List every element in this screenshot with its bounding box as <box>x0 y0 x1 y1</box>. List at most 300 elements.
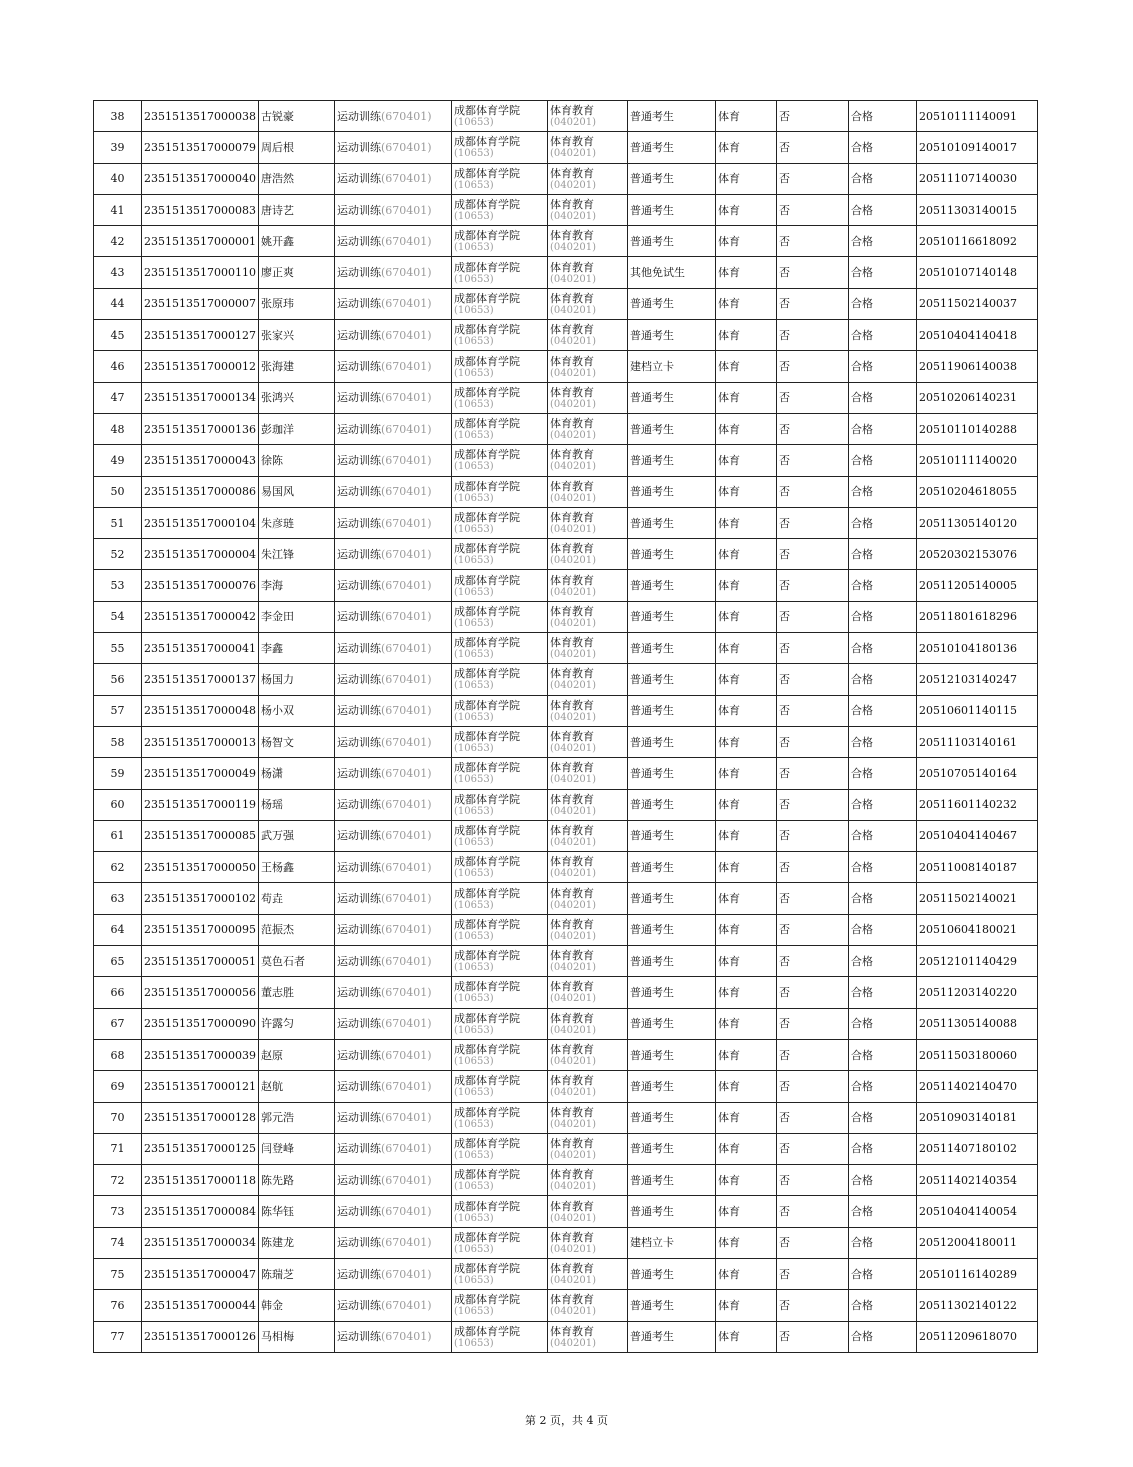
school-cell <box>452 883 548 914</box>
exam-id: 2351513517000038 <box>142 101 259 132</box>
target-major-name: 体育教育 <box>550 667 594 681</box>
target-cell <box>548 507 628 538</box>
target-major-code: (040201) <box>550 899 596 911</box>
flag: 否 <box>777 758 849 789</box>
major-code: (670401) <box>381 860 432 874</box>
exam-type: 普通考生 <box>628 1258 716 1289</box>
major-cell <box>335 320 452 351</box>
target-major-code: (040201) <box>550 148 596 160</box>
table-row <box>94 1196 1038 1227</box>
cert-number: 20511305140088 <box>917 1008 1038 1039</box>
target-major-name: 体育教育 <box>550 1105 594 1119</box>
cert-number: 20511601140232 <box>917 789 1038 820</box>
result: 合格 <box>849 601 917 632</box>
major-cell <box>335 1321 452 1352</box>
school-name: 成都体育学院 <box>454 198 520 212</box>
major-code: (670401) <box>381 610 432 624</box>
target-cell <box>548 789 628 820</box>
exam-type: 建档立卡 <box>628 351 716 382</box>
exam-id: 2351513517000121 <box>142 1071 259 1102</box>
major-name: 运动训练 <box>337 672 381 686</box>
major-code: (670401) <box>381 1142 432 1156</box>
student-name: 张家兴 <box>259 320 335 351</box>
target-cell <box>548 226 628 257</box>
result: 合格 <box>849 163 917 194</box>
target-major-name: 体育教育 <box>550 135 594 149</box>
school-cell <box>452 664 548 695</box>
exam-type: 普通考生 <box>628 1290 716 1321</box>
school-cell <box>452 132 548 163</box>
major-name: 运动训练 <box>337 391 381 405</box>
exam-type: 普通考生 <box>628 758 716 789</box>
result: 合格 <box>849 633 917 664</box>
school-code: (10653) <box>454 1149 494 1161</box>
exam-id: 2351513517000127 <box>142 320 259 351</box>
table-row <box>94 946 1038 977</box>
student-table <box>93 100 1038 1353</box>
category: 体育 <box>716 1165 777 1196</box>
major-cell <box>335 288 452 319</box>
school-name: 成都体育学院 <box>454 1011 520 1025</box>
category: 体育 <box>716 789 777 820</box>
exam-id: 2351513517000042 <box>142 601 259 632</box>
table-row <box>94 163 1038 194</box>
target-major-name: 体育教育 <box>550 730 594 744</box>
school-code: (10653) <box>454 680 494 692</box>
school-cell <box>452 914 548 945</box>
result: 合格 <box>849 977 917 1008</box>
target-major-name: 体育教育 <box>550 823 594 837</box>
target-major-code: (040201) <box>550 743 596 755</box>
school-name: 成都体育学院 <box>454 354 520 368</box>
flag: 否 <box>777 507 849 538</box>
target-cell <box>548 820 628 851</box>
student-name: 姚开鑫 <box>259 226 335 257</box>
exam-type: 普通考生 <box>628 1321 716 1352</box>
cert-number: 20510111140020 <box>917 445 1038 476</box>
target-major-name: 体育教育 <box>550 1199 594 1213</box>
table-row <box>94 320 1038 351</box>
major-name: 运动训练 <box>337 266 381 280</box>
target-major-code: (040201) <box>550 680 596 692</box>
school-name: 成都体育学院 <box>454 1199 520 1213</box>
exam-type: 普通考生 <box>628 413 716 444</box>
flag: 否 <box>777 351 849 382</box>
target-major-code: (040201) <box>550 617 596 629</box>
major-code: (670401) <box>381 547 432 561</box>
exam-type: 普通考生 <box>628 288 716 319</box>
result: 合格 <box>849 1321 917 1352</box>
result: 合格 <box>849 820 917 851</box>
major-cell <box>335 476 452 507</box>
school-cell <box>452 820 548 851</box>
target-major-name: 体育教育 <box>550 354 594 368</box>
major-code: (670401) <box>381 1267 432 1281</box>
flag: 否 <box>777 288 849 319</box>
result: 合格 <box>849 1290 917 1321</box>
exam-type: 普通考生 <box>628 194 716 225</box>
target-major-name: 体育教育 <box>550 229 594 243</box>
exam-id: 2351513517000040 <box>142 163 259 194</box>
target-major-code: (040201) <box>550 1212 596 1224</box>
school-code: (10653) <box>454 1243 494 1255</box>
student-name: 廖正爽 <box>259 257 335 288</box>
student-name: 武万强 <box>259 820 335 851</box>
school-name: 成都体育学院 <box>454 1136 520 1150</box>
major-cell <box>335 1290 452 1321</box>
table-row <box>94 601 1038 632</box>
result: 合格 <box>849 1258 917 1289</box>
school-code: (10653) <box>454 805 494 817</box>
exam-id: 2351513517000047 <box>142 1258 259 1289</box>
row-number: 52 <box>94 539 142 570</box>
major-name: 运动训练 <box>337 829 381 843</box>
table-row <box>94 977 1038 1008</box>
flag: 否 <box>777 1165 849 1196</box>
exam-id: 2351513517000128 <box>142 1102 259 1133</box>
school-cell <box>452 507 548 538</box>
flag: 否 <box>777 257 849 288</box>
student-name: 郭元浩 <box>259 1102 335 1133</box>
exam-id: 2351513517000013 <box>142 726 259 757</box>
school-name: 成都体育学院 <box>454 323 520 337</box>
table-row <box>94 1071 1038 1102</box>
table-row <box>94 445 1038 476</box>
exam-type: 普通考生 <box>628 1165 716 1196</box>
target-major-name: 体育教育 <box>550 448 594 462</box>
target-major-code: (040201) <box>550 711 596 723</box>
school-code: (10653) <box>454 1024 494 1036</box>
exam-type: 普通考生 <box>628 320 716 351</box>
major-code: (670401) <box>381 328 432 342</box>
school-cell <box>452 194 548 225</box>
exam-type: 普通考生 <box>628 977 716 1008</box>
target-major-code: (040201) <box>550 1181 596 1193</box>
major-name: 运动训练 <box>337 1236 381 1250</box>
student-name: 闫登峰 <box>259 1133 335 1164</box>
cert-number: 20511302140122 <box>917 1290 1038 1321</box>
category: 体育 <box>716 101 777 132</box>
target-major-name: 体育教育 <box>550 1011 594 1025</box>
target-major-code: (040201) <box>550 117 596 129</box>
school-cell <box>452 1071 548 1102</box>
target-major-name: 体育教育 <box>550 980 594 994</box>
major-cell <box>335 1039 452 1070</box>
major-name: 运动训练 <box>337 1079 381 1093</box>
major-name: 运动训练 <box>337 1330 381 1344</box>
table-row <box>94 1165 1038 1196</box>
student-name: 杨潇 <box>259 758 335 789</box>
school-code: (10653) <box>454 774 494 786</box>
exam-type: 普通考生 <box>628 1039 716 1070</box>
major-cell <box>335 601 452 632</box>
exam-id: 2351513517000119 <box>142 789 259 820</box>
target-cell <box>548 695 628 726</box>
flag: 否 <box>777 1133 849 1164</box>
flag: 否 <box>777 633 849 664</box>
target-cell <box>548 132 628 163</box>
row-number: 42 <box>94 226 142 257</box>
school-code: (10653) <box>454 993 494 1005</box>
school-cell <box>452 570 548 601</box>
target-major-code: (040201) <box>550 1087 596 1099</box>
table-row <box>94 664 1038 695</box>
student-name: 易国风 <box>259 476 335 507</box>
row-number: 55 <box>94 633 142 664</box>
major-code: (670401) <box>381 829 432 843</box>
major-cell <box>335 664 452 695</box>
row-number: 40 <box>94 163 142 194</box>
target-major-code: (040201) <box>550 273 596 285</box>
target-cell <box>548 257 628 288</box>
row-number: 58 <box>94 726 142 757</box>
result: 合格 <box>849 101 917 132</box>
school-cell <box>452 1290 548 1321</box>
major-name: 运动训练 <box>337 766 381 780</box>
major-code: (670401) <box>381 297 432 311</box>
target-cell <box>548 539 628 570</box>
cert-number: 20510109140017 <box>917 132 1038 163</box>
student-name: 杨小双 <box>259 695 335 726</box>
target-major-code: (040201) <box>550 774 596 786</box>
major-code: (670401) <box>381 1236 432 1250</box>
major-code: (670401) <box>381 985 432 999</box>
student-name: 张鸿兴 <box>259 382 335 413</box>
school-code: (10653) <box>454 524 494 535</box>
exam-id: 2351513517000041 <box>142 633 259 664</box>
table-row <box>94 413 1038 444</box>
category: 体育 <box>716 476 777 507</box>
category: 体育 <box>716 664 777 695</box>
major-name: 运动训练 <box>337 203 381 217</box>
school-code: (10653) <box>454 179 494 191</box>
flag: 否 <box>777 445 849 476</box>
exam-id: 2351513517000126 <box>142 1321 259 1352</box>
target-cell <box>548 664 628 695</box>
row-number: 73 <box>94 1196 142 1227</box>
target-major-code: (040201) <box>550 930 596 942</box>
cert-number: 20511107140030 <box>917 163 1038 194</box>
row-number: 70 <box>94 1102 142 1133</box>
result: 合格 <box>849 507 917 538</box>
major-code: (670401) <box>381 735 432 749</box>
major-cell <box>335 226 452 257</box>
school-name: 成都体育学院 <box>454 385 520 399</box>
cert-number: 20510404140418 <box>917 320 1038 351</box>
major-name: 运动训练 <box>337 1111 381 1125</box>
flag: 否 <box>777 883 849 914</box>
school-code: (10653) <box>454 304 494 316</box>
exam-id: 2351513517000090 <box>142 1008 259 1039</box>
row-number: 72 <box>94 1165 142 1196</box>
category: 体育 <box>716 226 777 257</box>
major-name: 运动训练 <box>337 1267 381 1281</box>
table-row <box>94 633 1038 664</box>
student-name: 唐诗艺 <box>259 194 335 225</box>
school-code: (10653) <box>454 1275 494 1287</box>
target-major-name: 体育教育 <box>550 323 594 337</box>
major-name: 运动训练 <box>337 485 381 499</box>
exam-type: 普通考生 <box>628 601 716 632</box>
student-name: 杨智文 <box>259 726 335 757</box>
target-major-code: (040201) <box>550 1149 596 1161</box>
major-cell <box>335 633 452 664</box>
major-name: 运动训练 <box>337 360 381 374</box>
school-cell <box>452 288 548 319</box>
row-number: 56 <box>94 664 142 695</box>
major-cell <box>335 163 452 194</box>
school-code: (10653) <box>454 649 494 661</box>
major-cell <box>335 194 452 225</box>
major-code: (670401) <box>381 704 432 718</box>
table-row <box>94 1290 1038 1321</box>
target-major-name: 体育教育 <box>550 1043 594 1057</box>
cert-number: 20510204618055 <box>917 476 1038 507</box>
target-major-name: 体育教育 <box>550 1074 594 1088</box>
major-cell <box>335 883 452 914</box>
target-major-name: 体育教育 <box>550 166 594 180</box>
major-code: (670401) <box>381 1330 432 1344</box>
row-number: 63 <box>94 883 142 914</box>
exam-type: 普通考生 <box>628 664 716 695</box>
major-name: 运动训练 <box>337 860 381 874</box>
school-name: 成都体育学院 <box>454 417 520 431</box>
target-major-code: (040201) <box>550 962 596 974</box>
school-cell <box>452 1258 548 1289</box>
flag: 否 <box>777 1008 849 1039</box>
target-major-name: 体育教育 <box>550 761 594 775</box>
row-number: 65 <box>94 946 142 977</box>
row-number: 41 <box>94 194 142 225</box>
flag: 否 <box>777 726 849 757</box>
school-name: 成都体育学院 <box>454 542 520 556</box>
major-name: 运动训练 <box>337 610 381 624</box>
school-name: 成都体育学院 <box>454 636 520 650</box>
target-major-name: 体育教育 <box>550 792 594 806</box>
row-number: 62 <box>94 852 142 883</box>
major-cell <box>335 695 452 726</box>
major-name: 运动训练 <box>337 140 381 154</box>
target-major-code: (040201) <box>550 336 596 348</box>
school-code: (10653) <box>454 242 494 254</box>
category: 体育 <box>716 946 777 977</box>
major-code: (670401) <box>381 266 432 280</box>
student-name: 董志胜 <box>259 977 335 1008</box>
result: 合格 <box>849 288 917 319</box>
result: 合格 <box>849 1071 917 1102</box>
major-code: (670401) <box>381 422 432 436</box>
student-name: 王杨鑫 <box>259 852 335 883</box>
school-code: (10653) <box>454 1337 494 1349</box>
result: 合格 <box>849 257 917 288</box>
flag: 否 <box>777 413 849 444</box>
target-cell <box>548 726 628 757</box>
target-major-name: 体育教育 <box>550 1293 594 1307</box>
target-cell <box>548 351 628 382</box>
row-number: 71 <box>94 1133 142 1164</box>
school-cell <box>452 101 548 132</box>
table-row <box>94 914 1038 945</box>
school-name: 成都体育学院 <box>454 980 520 994</box>
school-cell <box>452 320 548 351</box>
table-row <box>94 507 1038 538</box>
target-cell <box>548 1102 628 1133</box>
category: 体育 <box>716 852 777 883</box>
school-code: (10653) <box>454 1087 494 1099</box>
target-major-code: (040201) <box>550 586 596 598</box>
table-row <box>94 226 1038 257</box>
school-name: 成都体育学院 <box>454 761 520 775</box>
target-cell <box>548 1071 628 1102</box>
result: 合格 <box>849 413 917 444</box>
table-row <box>94 382 1038 413</box>
category: 体育 <box>716 758 777 789</box>
major-code: (670401) <box>381 798 432 812</box>
result: 合格 <box>849 226 917 257</box>
result: 合格 <box>849 570 917 601</box>
result: 合格 <box>849 664 917 695</box>
target-major-code: (040201) <box>550 304 596 316</box>
result: 合格 <box>849 445 917 476</box>
major-code: (670401) <box>381 360 432 374</box>
target-major-code: (040201) <box>550 179 596 191</box>
school-code: (10653) <box>454 836 494 848</box>
school-code: (10653) <box>454 430 494 442</box>
major-code: (670401) <box>381 672 432 686</box>
major-cell <box>335 820 452 851</box>
exam-id: 2351513517000110 <box>142 257 259 288</box>
target-major-code: (040201) <box>550 993 596 1005</box>
target-cell <box>548 1133 628 1164</box>
exam-id: 2351513517000095 <box>142 914 259 945</box>
exam-id: 2351513517000084 <box>142 1196 259 1227</box>
school-code: (10653) <box>454 336 494 348</box>
school-cell <box>452 351 548 382</box>
table-row <box>94 820 1038 851</box>
major-name: 运动训练 <box>337 516 381 530</box>
category: 体育 <box>716 288 777 319</box>
school-name: 成都体育学院 <box>454 792 520 806</box>
cert-number: 20510604180021 <box>917 914 1038 945</box>
target-cell <box>548 946 628 977</box>
target-cell <box>548 601 628 632</box>
school-code: (10653) <box>454 868 494 880</box>
table-row <box>94 1227 1038 1258</box>
category: 体育 <box>716 413 777 444</box>
school-cell <box>452 1227 548 1258</box>
result: 合格 <box>849 789 917 820</box>
table-row <box>94 351 1038 382</box>
target-major-name: 体育教育 <box>550 949 594 963</box>
school-cell <box>452 601 548 632</box>
cert-number: 20511503180060 <box>917 1039 1038 1070</box>
target-major-name: 体育教育 <box>550 385 594 399</box>
school-cell <box>452 1321 548 1352</box>
cert-number: 20511103140161 <box>917 726 1038 757</box>
result: 合格 <box>849 852 917 883</box>
category: 体育 <box>716 570 777 601</box>
school-code: (10653) <box>454 617 494 629</box>
major-code: (670401) <box>381 1173 432 1187</box>
target-cell <box>548 570 628 601</box>
target-major-code: (040201) <box>550 367 596 379</box>
cert-number: 20511407180102 <box>917 1133 1038 1164</box>
result: 合格 <box>849 1102 917 1133</box>
result: 合格 <box>849 194 917 225</box>
major-cell <box>335 1227 452 1258</box>
row-number: 77 <box>94 1321 142 1352</box>
flag: 否 <box>777 1102 849 1133</box>
